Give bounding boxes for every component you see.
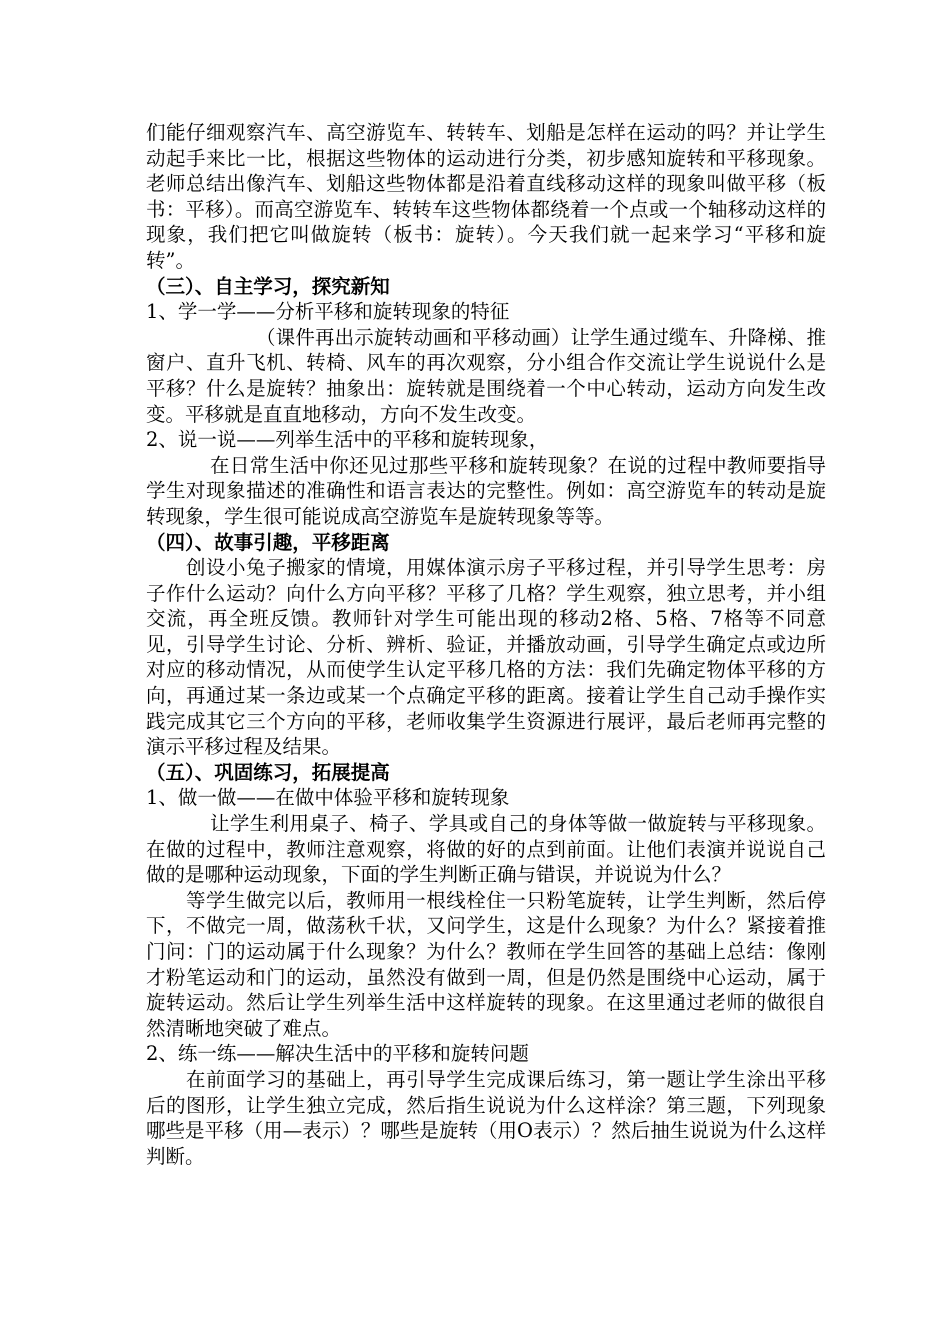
paragraph-intro: 们能仔细观察汽车、高空游览车、转转车、划船是怎样在运动的吗？并让学生动起手来比一比，根据这些物体的运动进行分类，初步感知旋转和平移现象。老师总结出像汽车、划船这些物体都是沿着直线移动这样的现象叫做平移（板书：平移）。而高空游览车、转转车这些物体都绕着一个点或一个轴移动这样的现象，我们把它叫做旋转（板书：旋转）。今天我们就一起来学习“平移和旋转”。	[146, 121, 826, 272]
paragraph-practice: 在前面学习的基础上，再引导学生完成课后练习，第一题让学生涂出平移后的图形，让学生独立完成，然后指生说说为什么这样涂？第三题，下列现象哪些是平移（用—表示）？哪些是旋转（用O表示）？然后抽生说说为什么这样判断。	[146, 1067, 826, 1168]
section-heading-3: （三）、自主学习，探究新知	[146, 274, 390, 298]
paragraph-chalk: 等学生做完以后，教师用一根线栓住一只粉笔旋转，让学生判断，然后停下，不做完一周，做荡秋千状，又问学生，这是什么现象？为什么？紧接着推门问：门的运动属于什么现象？为什么？教师在学生回答的基础上总结：像刚才粉笔运动和门的运动，虽然没有做到一周，但是仍然是围绕中心运动，属于旋转运动。然后让学生列举生活中这样旋转的现象。在这里通过老师的做很自然清晰地突破了难点。	[146, 888, 826, 1040]
paragraph-say: 在日常生活中你还见过那些平移和旋转现象？在说的过程中教师要指导学生对现象描述的准确性和语言表达的完整性。例如：高空游览车的转动是旋转现象，学生很可能说成高空游览车是旋转现象等等。	[146, 453, 826, 528]
paragraph-do: 让学生利用桌子、椅子、学具或自己的身体等做一做旋转与平移现象。在做的过程中，教师注意观察，将做的好的点到前面。让他们表演并说说自己做的是哪种运动现象，下面的学生判断正确与错误，并说说为什么？	[146, 812, 826, 887]
paragraph-story: 创设小兔子搬家的情境，用媒体演示房子平移过程，并引导学生思考：房子作什么运动？向什么方向平移？平移了几格？学生观察，独立思考，并小组交流，再全班反馈。教师针对学生可能出现的移动2格、5格、7格等不同意见，引导学生讨论、分析、辨析、验证，并播放动画，引导学生确定点或边所对应的移动情况，从而使学生认定平移几格的方法：我们先确定物体平移的方向，再通过某一条边或某一个点确定平移的距离。接着让学生自己动手操作实践完成其它三个方向的平移，老师收集学生资源进行展评，最后老师再完整的演示平移过程及结果。	[146, 556, 826, 759]
section-heading-5: （五）、巩固练习，拓展提高	[146, 760, 390, 784]
subheading-learn: 1、学一学——分析平移和旋转现象的特征	[146, 300, 510, 324]
subheading-do: 1、做一做——在做中体验平移和旋转现象	[146, 786, 510, 810]
paragraph-learn: （课件再出示旋转动画和平移动画）让学生通过缆车、升降梯、推窗户、直升飞机、转椅、风车的再次观察，分小组合作交流让学生说说什么是平移？什么是旋转？抽象出：旋转就是围绕着一个中心转动，运动方向发生改变。平移就是直直地移动，方向不发生改变。	[146, 325, 826, 426]
document-page	[146, 120, 826, 1169]
subheading-say: 2、说一说——列举生活中的平移和旋转现象，	[146, 428, 549, 452]
subheading-practice: 2、练一练——解决生活中的平移和旋转问题	[146, 1042, 529, 1066]
section-heading-4: （四）、故事引趣，平移距离	[146, 530, 390, 554]
